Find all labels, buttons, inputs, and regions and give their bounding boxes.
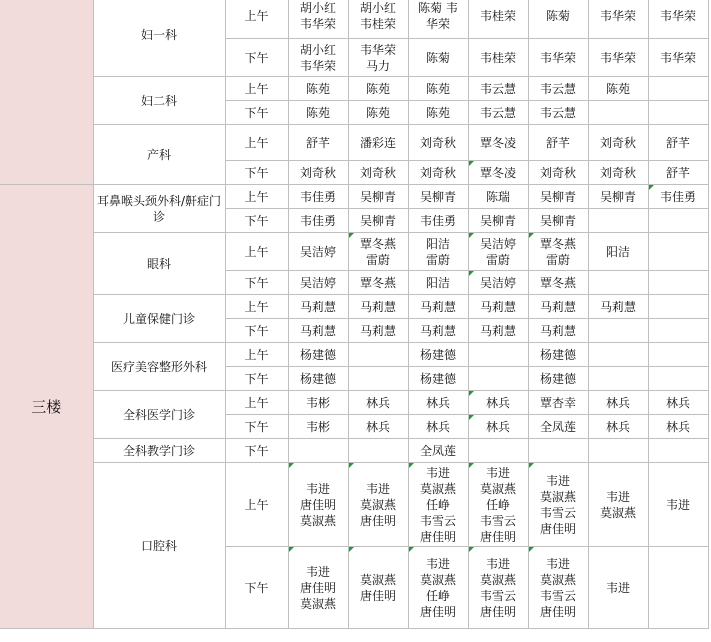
doctor-cell[interactable]: 胡小红 韦华荣 (288, 0, 348, 39)
doctor-cell[interactable]: 吴柳青 (348, 209, 408, 233)
doctor-cell[interactable]: 杨建德 (288, 367, 348, 391)
doctor-cell[interactable]: 韦华荣 (648, 0, 708, 39)
doctor-cell[interactable]: 林兵 (468, 415, 528, 439)
department-name: 口腔科 (93, 463, 225, 629)
doctor-cell[interactable]: 韦云慧 (528, 77, 588, 101)
period-label: 上午 (225, 77, 288, 101)
doctor-cell[interactable]: 刘奇秋 (348, 161, 408, 185)
doctor-cell[interactable]: 马莉慧 (288, 295, 348, 319)
doctor-cell[interactable]: 韦彬 (288, 415, 348, 439)
doctor-cell[interactable]: 全凤莲 (528, 415, 588, 439)
doctor-cell[interactable]: 马莉慧 (408, 319, 468, 343)
table-row (0, 77, 708, 101)
doctor-cell[interactable]: 刘奇秋 (528, 161, 588, 185)
doctor-cell[interactable]: 韦华荣 (588, 0, 648, 39)
department-name: 妇二科 (93, 77, 225, 125)
doctor-cell[interactable]: 覃冬凌 (468, 161, 528, 185)
doctor-cell[interactable]: 韦华荣 (648, 39, 708, 77)
period-label: 下午 (225, 271, 288, 295)
doctor-cell[interactable]: 林兵 (588, 391, 648, 415)
doctor-cell[interactable]: 覃冬燕 (348, 271, 408, 295)
doctor-cell[interactable] (588, 271, 648, 295)
doctor-cell[interactable]: 吴柳青 (348, 185, 408, 209)
doctor-cell[interactable]: 韦进 唐佳明 莫淑燕 (288, 547, 348, 629)
doctor-cell[interactable] (588, 101, 648, 125)
doctor-cell[interactable]: 韦进 莫淑燕 韦雪云 唐佳明 (528, 547, 588, 629)
doctor-cell[interactable]: 林兵 (408, 415, 468, 439)
doctor-cell[interactable] (588, 209, 648, 233)
period-label: 下午 (225, 415, 288, 439)
period-label: 上午 (225, 391, 288, 415)
department-name: 全科医学门诊 (93, 391, 225, 439)
period-label: 下午 (225, 367, 288, 391)
doctor-cell[interactable] (588, 343, 648, 367)
doctor-cell[interactable]: 陈菊 (528, 0, 588, 39)
doctor-cell[interactable]: 韦云慧 (468, 77, 528, 101)
period-label: 上午 (225, 125, 288, 161)
doctor-cell[interactable]: 马莉慧 (468, 319, 528, 343)
doctor-cell[interactable]: 莫淑燕 唐佳明 (348, 547, 408, 629)
doctor-cell[interactable]: 陈苑 (588, 77, 648, 101)
doctor-cell[interactable] (588, 319, 648, 343)
doctor-cell[interactable] (648, 319, 708, 343)
doctor-cell[interactable]: 陈苑 (288, 77, 348, 101)
doctor-cell[interactable] (648, 209, 708, 233)
doctor-cell[interactable]: 覃冬燕 雷蔚 (348, 233, 408, 271)
doctor-cell[interactable]: 马莉慧 (348, 295, 408, 319)
doctor-cell[interactable]: 韦进 莫淑燕 唐佳明 (348, 463, 408, 547)
doctor-cell[interactable]: 刘奇秋 (408, 125, 468, 161)
doctor-cell[interactable]: 吴柳青 (468, 209, 528, 233)
floor-label: 三楼 (0, 185, 93, 629)
doctor-cell[interactable]: 阳洁 (408, 271, 468, 295)
doctor-cell[interactable]: 胡小红 韦桂荣 (348, 0, 408, 39)
doctor-cell[interactable]: 陈菊 韦 华荣 (408, 0, 468, 39)
doctor-cell[interactable]: 吴柳青 (408, 185, 468, 209)
doctor-cell[interactable]: 杨建德 (528, 343, 588, 367)
doctor-cell[interactable]: 舒芊 (648, 161, 708, 185)
doctor-cell[interactable]: 舒芊 (648, 125, 708, 161)
doctor-cell[interactable] (288, 439, 348, 463)
doctor-cell[interactable]: 全凤莲 (408, 439, 468, 463)
doctor-cell[interactable]: 马莉慧 (588, 295, 648, 319)
doctor-cell[interactable]: 马莉慧 (408, 295, 468, 319)
doctor-cell[interactable]: 韦桂荣 (468, 0, 528, 39)
doctor-cell[interactable]: 韦进 莫淑燕 任峥 唐佳明 (408, 547, 468, 629)
table-row (0, 185, 708, 209)
doctor-cell[interactable]: 覃冬燕 (528, 271, 588, 295)
department-name: 产科 (93, 125, 225, 185)
doctor-cell[interactable]: 韦进 (588, 547, 648, 629)
doctor-cell[interactable]: 林兵 (348, 391, 408, 415)
doctor-cell[interactable]: 韦进 莫淑燕 任峥 韦雪云 唐佳明 (408, 463, 468, 547)
doctor-cell[interactable]: 吴柳青 (528, 185, 588, 209)
doctor-cell[interactable]: 韦彬 (288, 391, 348, 415)
doctor-cell[interactable]: 陈苑 (288, 101, 348, 125)
doctor-cell[interactable]: 韦云慧 (528, 101, 588, 125)
period-label: 上午 (225, 343, 288, 367)
department-name: 儿童保健门诊 (93, 295, 225, 343)
doctor-cell[interactable]: 陈苑 (348, 77, 408, 101)
doctor-cell[interactable]: 韦进 莫淑燕 任峥 韦雪云 唐佳明 (468, 463, 528, 547)
doctor-cell[interactable]: 韦进 莫淑燕 韦雪云 唐佳明 (468, 547, 528, 629)
department-name: 医疗美容整形外科 (93, 343, 225, 391)
doctor-cell[interactable] (648, 343, 708, 367)
doctor-cell[interactable] (648, 367, 708, 391)
doctor-cell[interactable] (648, 101, 708, 125)
doctor-cell[interactable]: 林兵 (648, 415, 708, 439)
floor-cell-blank (0, 0, 93, 185)
doctor-cell[interactable]: 韦佳勇 (648, 185, 708, 209)
doctor-cell[interactable]: 马莉慧 (288, 319, 348, 343)
doctor-cell[interactable]: 陈瑞 (468, 185, 528, 209)
doctor-cell[interactable]: 陈苑 (348, 101, 408, 125)
period-label: 上午 (225, 185, 288, 209)
doctor-cell[interactable] (468, 367, 528, 391)
doctor-cell[interactable]: 韦佳勇 (408, 209, 468, 233)
doctor-cell[interactable] (648, 295, 708, 319)
table-row (0, 463, 708, 547)
doctor-cell[interactable]: 刘奇秋 (588, 161, 648, 185)
doctor-cell[interactable]: 吴洁婷 (288, 271, 348, 295)
doctor-cell[interactable] (648, 77, 708, 101)
doctor-cell[interactable]: 阳洁 雷蔚 (408, 233, 468, 271)
period-label: 下午 (225, 101, 288, 125)
doctor-cell[interactable] (588, 439, 648, 463)
doctor-cell[interactable] (348, 439, 408, 463)
doctor-cell[interactable]: 韦佳勇 (288, 209, 348, 233)
doctor-cell[interactable]: 覃杏幸 (528, 391, 588, 415)
doctor-cell[interactable]: 韦进 (648, 463, 708, 547)
doctor-cell[interactable] (588, 367, 648, 391)
doctor-cell[interactable]: 吴洁婷 (288, 233, 348, 271)
doctor-cell[interactable]: 杨建德 (528, 367, 588, 391)
doctor-cell[interactable]: 潘彩连 (348, 125, 408, 161)
doctor-cell[interactable]: 林兵 (408, 391, 468, 415)
doctor-cell[interactable] (468, 343, 528, 367)
doctor-cell[interactable] (528, 439, 588, 463)
doctor-cell[interactable] (348, 367, 408, 391)
period-label: 上午 (225, 463, 288, 547)
doctor-cell[interactable]: 吴洁婷 (468, 271, 528, 295)
doctor-cell[interactable] (648, 233, 708, 271)
period-label: 下午 (225, 547, 288, 629)
doctor-cell[interactable] (648, 271, 708, 295)
doctor-cell[interactable]: 韦华荣 (588, 39, 648, 77)
doctor-cell[interactable]: 舒芊 (288, 125, 348, 161)
doctor-cell[interactable] (468, 439, 528, 463)
doctor-cell[interactable]: 韦云慧 (468, 101, 528, 125)
doctor-cell[interactable]: 林兵 (588, 415, 648, 439)
period-label: 下午 (225, 161, 288, 185)
period-label: 下午 (225, 319, 288, 343)
doctor-cell[interactable]: 林兵 (348, 415, 408, 439)
doctor-cell[interactable]: 韦进 莫淑燕 韦雪云 唐佳明 (528, 463, 588, 547)
doctor-cell[interactable]: 韦佳勇 (288, 185, 348, 209)
period-label: 上午 (225, 295, 288, 319)
doctor-cell[interactable]: 吴柳青 (528, 209, 588, 233)
table-row (0, 125, 708, 161)
period-label: 上午 (225, 233, 288, 271)
doctor-cell[interactable]: 舒芊 (528, 125, 588, 161)
table-row (0, 295, 708, 319)
doctor-cell[interactable]: 林兵 (648, 391, 708, 415)
doctor-cell[interactable]: 杨建德 (408, 343, 468, 367)
doctor-cell[interactable]: 陈苑 (408, 101, 468, 125)
doctor-cell[interactable]: 马莉慧 (468, 295, 528, 319)
doctor-cell[interactable] (648, 439, 708, 463)
department-name: 耳鼻喉头颈外科/鼾症门诊 (93, 185, 225, 233)
department-name: 全科教学门诊 (93, 439, 225, 463)
table-row (0, 439, 708, 463)
doctor-cell[interactable]: 杨建德 (288, 343, 348, 367)
doctor-cell[interactable]: 陈菊 (408, 39, 468, 77)
doctor-cell[interactable]: 胡小红 韦华荣 (288, 39, 348, 77)
doctor-cell[interactable]: 韦进 莫淑燕 (588, 463, 648, 547)
doctor-cell[interactable]: 陈苑 (408, 77, 468, 101)
doctor-cell[interactable]: 阳洁 (588, 233, 648, 271)
table-row (0, 391, 708, 415)
doctor-cell[interactable]: 杨建德 (408, 367, 468, 391)
doctor-cell[interactable] (348, 343, 408, 367)
doctor-cell[interactable] (648, 547, 708, 629)
doctor-cell[interactable]: 吴洁婷 雷蔚 (468, 233, 528, 271)
doctor-cell[interactable]: 韦华荣 (528, 39, 588, 77)
table-row (0, 233, 708, 271)
doctor-cell[interactable]: 韦华荣 马力 (348, 39, 408, 77)
doctor-cell[interactable]: 马莉慧 (528, 295, 588, 319)
doctor-cell[interactable]: 韦桂荣 (468, 39, 528, 77)
doctor-cell[interactable]: 马莉慧 (348, 319, 408, 343)
doctor-cell[interactable]: 刘奇秋 (408, 161, 468, 185)
doctor-cell[interactable]: 马莉慧 (528, 319, 588, 343)
period-label: 下午 (225, 209, 288, 233)
doctor-cell[interactable]: 吴柳青 (588, 185, 648, 209)
doctor-cell[interactable]: 覃冬凌 (468, 125, 528, 161)
period-label: 上午 (225, 0, 288, 39)
period-label: 下午 (225, 439, 288, 463)
table-row (0, 0, 708, 39)
doctor-cell[interactable]: 刘奇秋 (588, 125, 648, 161)
doctor-cell[interactable]: 覃冬燕 雷蔚 (528, 233, 588, 271)
doctor-cell[interactable]: 林兵 (468, 391, 528, 415)
doctor-cell[interactable]: 韦进 唐佳明 莫淑燕 (288, 463, 348, 547)
department-name: 眼科 (93, 233, 225, 295)
doctor-cell[interactable]: 刘奇秋 (288, 161, 348, 185)
department-name: 妇一科 (93, 0, 225, 77)
period-label: 下午 (225, 39, 288, 77)
table-row (0, 343, 708, 367)
